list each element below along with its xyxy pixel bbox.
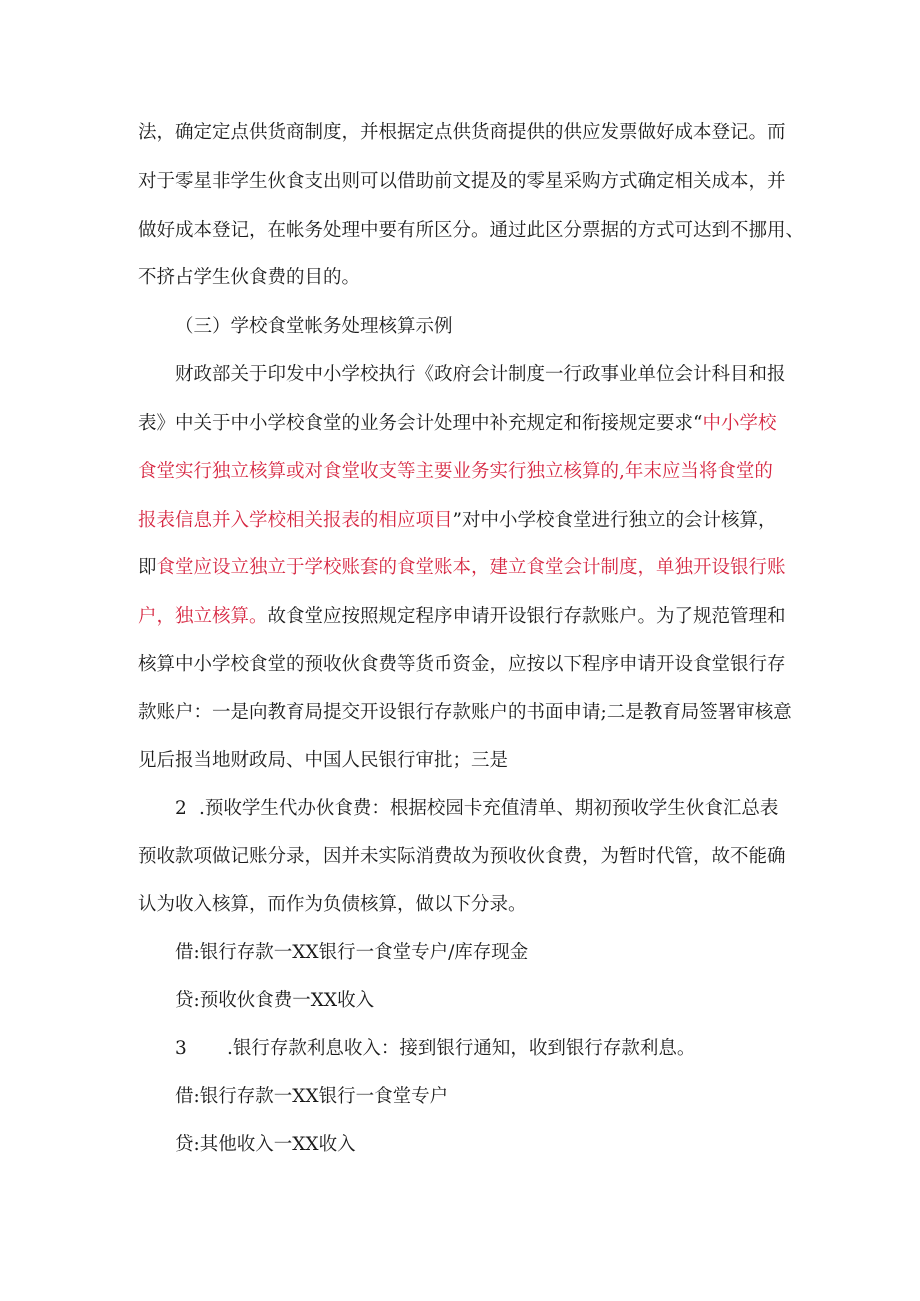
item3-number: 3 — [175, 1038, 187, 1059]
para2-line5-text: 即 — [138, 557, 157, 578]
para2-line4-highlight: 报表信息并入学校相关报表的相应项目 — [138, 510, 453, 531]
section-heading: （三）学校食堂帐务处理核算示例 — [175, 316, 453, 337]
para2-line1: 财政部关于印发中小学校执行《政府会计制度一行政事业单位会计科目和报 — [175, 364, 786, 385]
item2-credit-entry: 贷:预收伙食费一XX收入 — [175, 990, 375, 1011]
para1-line4: 不挤占学生伙食费的目的。 — [138, 267, 361, 288]
item2-line1 — [175, 797, 778, 821]
item3-credit-entry: 贷:其他收入一XX收入 — [175, 1134, 356, 1155]
item2-line1-text: .预收学生代办伙食费：根据校园卡充值清单、期初预收学生伙食汇总表 — [199, 798, 779, 819]
para2-line2-highlight: 中小学校 — [702, 413, 777, 434]
item2-number: 2 — [175, 798, 187, 819]
para2-line8: 款账户：一是向教育局提交开设银行存款账户的书面申请;二是教育局签署审核意 — [138, 702, 792, 723]
para2-line6 — [138, 605, 786, 629]
para2-line6-highlight: 户，独立核算。 — [138, 606, 268, 627]
para2-line2 — [138, 412, 776, 436]
para2-line5-highlight: 食堂应设立独立于学校账套的食堂账本，建立食堂会计制度，单独开设银行账 — [156, 557, 786, 578]
item3-line1-text: .银行存款利息收入：接到银行通知，收到银行存款利息。 — [227, 1038, 696, 1059]
para1-line3: 做好成本登记，在帐务处理中要有所区分。通过此区分票据的方式可达到不挪用、 — [138, 220, 805, 241]
para1-line1: 法，确定定点供货商制度，并根据定点供货商提供的供应发票做好成本登记。而 — [138, 122, 786, 143]
item3-debit-entry: 借:银行存款一XX银行一食堂专户 — [175, 1086, 449, 1107]
para2-line9: 见后报当地财政局、中国人民银行审批；三是 — [138, 750, 509, 771]
para2-line4 — [138, 509, 776, 533]
para2-line7: 核算中小学校食堂的预收伙食费等货币资金，应按以下程序申请开设食堂银行存 — [138, 654, 786, 675]
para2-line5 — [138, 556, 786, 580]
para1-line2: 对于零星非学生伙食支出则可以借助前文提及的零星采购方式确定相关成本，并 — [138, 171, 786, 192]
para2-line6-text: 故食堂应按照规定程序申请开设银行存款账户。为了规范管理和 — [267, 606, 786, 627]
para2-line3-highlight: 食堂实行独立核算或对食堂收支等主要业务实行独立核算的,年末应当将食堂的 — [138, 461, 773, 482]
item3-line1 — [175, 1037, 695, 1061]
para2-line4-text: ”对中小学校食堂进行独立的会计核算， — [452, 510, 777, 531]
item2-debit-entry: 借:银行存款一XX银行一食堂专户/库存现金 — [175, 942, 529, 963]
para2-line2-text: 表》中关于中小学校食堂的业务会计处理中补充规定和衔接规定要求“ — [138, 413, 703, 434]
item2-line3: 认为收入核算，而作为负债核算，做以下分录。 — [138, 894, 527, 915]
item2-line2: 预收款项做记账分录，因并未实际消费故为预收伙食费，为暂时代管，故不能确 — [138, 846, 786, 867]
